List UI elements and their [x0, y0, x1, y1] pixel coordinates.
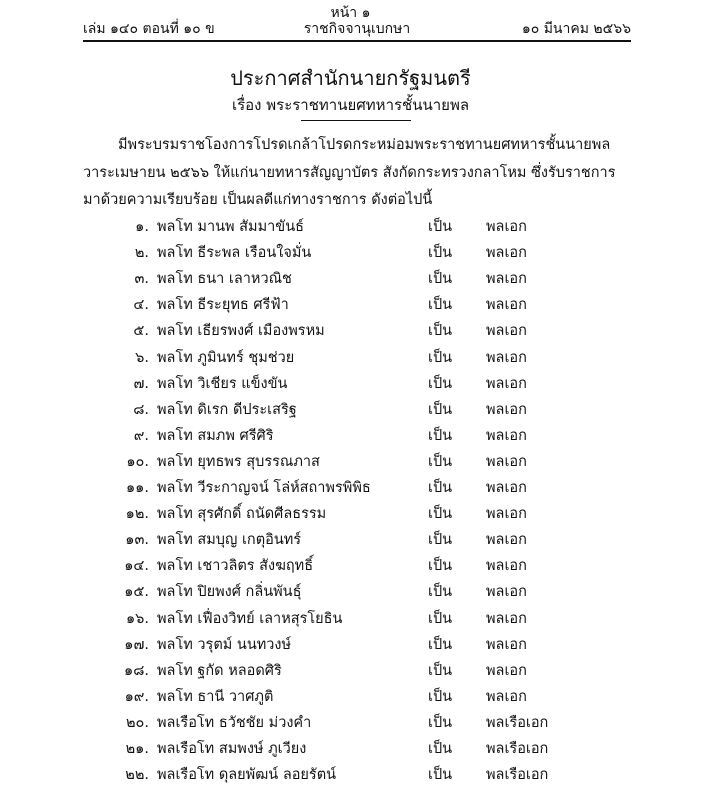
gazette-name: ราชกิจจานุเบกษา — [303, 21, 411, 37]
officer-name: พลเรือโท สมพงษ์ ภูเวียง — [157, 741, 307, 757]
new-rank: พลเอก — [486, 480, 527, 496]
paragraph-line: วาระเมษายน ๒๕๖๖ ให้แก่นายทหารสัญญาบัตร สังกัดกระทรวงกลาโหม ซึ่งรับราชการ — [83, 165, 616, 181]
new-rank: พลเอก — [486, 558, 527, 575]
promotion-row — [0, 528, 701, 554]
officer-name: พลโท สมบุญ เกตุอินทร์ — [157, 532, 302, 549]
officer-name: พลโท ดิเรก ดีประเสริฐ — [157, 401, 297, 418]
row-number: ๑๓. — [125, 532, 149, 549]
connector-text: เป็น — [428, 636, 453, 653]
connector-text: เป็น — [428, 323, 453, 340]
announcement-title: ประกาศสำนักนายกรัฐมนตรี — [230, 66, 471, 90]
promotion-row — [0, 215, 701, 241]
connector-text: เป็น — [428, 584, 453, 601]
connector-text: เป็น — [428, 610, 453, 627]
row-number: ๑. — [135, 219, 149, 235]
officer-name: พลโท เชาวลิตร สังฆฤทธิ์ — [157, 558, 314, 575]
promotion-row — [0, 398, 701, 424]
row-number: ๑๘. — [124, 662, 149, 679]
connector-text: เป็น — [428, 245, 453, 262]
new-rank: พลเอก — [486, 506, 527, 523]
gazette-header — [83, 18, 631, 38]
officer-name: พลโท สมภพ ศรีศิริ — [157, 427, 274, 444]
new-rank: พลเอก — [486, 532, 527, 549]
promotion-row — [0, 502, 701, 528]
row-number: ๔. — [133, 297, 149, 314]
connector-text: เป็น — [428, 688, 453, 705]
officer-name: พลโท วีระกาญจน์ โล่ห์สถาพรพิพิธ — [157, 480, 371, 496]
connector-text: เป็น — [428, 453, 453, 470]
promotion-row — [0, 476, 701, 502]
row-number: ๑๖. — [125, 610, 149, 627]
new-rank: พลเอก — [486, 688, 527, 705]
promotion-row — [0, 424, 701, 450]
connector-text: เป็น — [428, 558, 453, 575]
row-number: ๑๐. — [126, 453, 149, 470]
new-rank: พลเรือเอก — [486, 714, 549, 731]
officer-name: พลโท ปิยพงศ์ กลิ่นพันธุ์ — [157, 584, 302, 601]
new-rank: พลเอก — [486, 375, 527, 392]
row-number: ๑๕. — [124, 584, 149, 601]
paragraph-line: มาด้วยความเรียบร้อย เป็นผลดีแก่ทางราชการ ดังต่อไปนี้ — [83, 192, 433, 208]
row-number: ๒๐. — [125, 714, 149, 731]
new-rank: พลเอก — [486, 219, 527, 235]
paragraph-line: มีพระบรมราชโองการโปรดเกล้าโปรดกระหม่อมพระราชทานยศทหารชั้นนายพล — [118, 137, 611, 153]
officer-name: พลโท ธนา เลาหวณิช — [157, 271, 292, 288]
new-rank: พลเอก — [486, 349, 527, 366]
connector-text: เป็น — [428, 741, 453, 757]
connector-text: เป็น — [428, 427, 453, 444]
new-rank: พลเอก — [486, 271, 527, 288]
promotion-row — [0, 633, 701, 659]
connector-text: เป็น — [428, 271, 453, 288]
officer-name: พลโท มานพ สัมมาขันธ์ — [157, 219, 304, 235]
officer-name: พลโท สุรศักดิ์ ถนัดศีลธรรม — [157, 506, 327, 523]
new-rank: พลเอก — [486, 427, 527, 444]
officer-name: พลโท เฟื่องวิทย์ เลาหสุรโยธิน — [157, 610, 343, 627]
officer-name: พลโท ธีระพล เรือนใจมั่น — [157, 245, 312, 262]
connector-text: เป็น — [428, 297, 453, 314]
officer-name: พลโท วิเชียร แข็งขัน — [157, 375, 288, 392]
promotion-row — [0, 711, 701, 737]
new-rank: พลเรือเอก — [486, 767, 549, 784]
row-number: ๑๑. — [125, 480, 149, 496]
connector-text: เป็น — [428, 219, 453, 235]
connector-text: เป็น — [428, 401, 453, 418]
new-rank: พลเอก — [486, 245, 527, 262]
officer-name: พลเรือโท ธวัชชัย ม่วงคำ — [157, 714, 312, 731]
publication-date: ๑๐ มีนาคม ๒๕๖๖ — [521, 21, 631, 37]
new-rank: พลเอก — [486, 323, 527, 340]
connector-text: เป็น — [428, 506, 453, 523]
connector-text: เป็น — [428, 532, 453, 549]
promotion-row — [0, 450, 701, 476]
announcement-subject: เรื่อง พระราชทานยศทหารชั้นนายพล — [231, 96, 470, 114]
row-number: ๑๒. — [125, 506, 149, 523]
row-number: ๕. — [133, 323, 149, 340]
row-number: ๗. — [133, 375, 149, 392]
header-rule — [83, 40, 631, 42]
officer-name: พลโท ยุทธพร สุบรรณภาส — [157, 453, 320, 470]
new-rank: พลเอก — [486, 584, 527, 601]
promotion-row — [0, 659, 701, 685]
promotion-row — [0, 372, 701, 398]
promotion-row — [0, 319, 701, 345]
new-rank: พลเอก — [486, 401, 527, 418]
row-number: ๙. — [133, 427, 149, 444]
new-rank: พลเรือเอก — [486, 741, 549, 757]
row-number: ๑๙. — [124, 688, 149, 705]
officer-name: พลโท ธานี วาศภูติ — [157, 688, 274, 705]
row-number: ๒. — [134, 245, 149, 262]
row-number: ๖. — [135, 349, 149, 366]
row-number: ๒๒. — [125, 767, 149, 784]
promotion-row — [0, 241, 701, 267]
new-rank: พลเอก — [486, 610, 527, 627]
promotion-row — [0, 267, 701, 293]
volume-issue: เล่ม ๑๔๐ ตอนที่ ๑๐ ข — [83, 21, 215, 37]
connector-text: เป็น — [428, 349, 453, 366]
officer-name: พลโท ธีระยุทธ ศรีฟ้า — [157, 297, 289, 314]
promotion-row — [0, 685, 701, 711]
connector-text: เป็น — [428, 767, 453, 784]
officer-name: พลโท ฐกัด หลอดศิริ — [157, 662, 282, 679]
row-number: ๑๔. — [124, 558, 149, 575]
page-number: หน้า ๑ — [330, 5, 371, 21]
row-number: ๓. — [134, 271, 149, 288]
title-divider — [301, 120, 411, 121]
officer-name: พลโท เธียรพงศ์ เมืองพรหม — [157, 323, 325, 340]
officer-name: พลเรือโท ดุลยพัฒน์ ลอยรัตน์ — [157, 767, 337, 784]
promotion-row — [0, 607, 701, 633]
officer-name: พลโท วรุตม์ นนทวงษ์ — [157, 636, 292, 653]
promotion-row — [0, 346, 701, 372]
connector-text: เป็น — [428, 375, 453, 392]
promotion-row — [0, 763, 701, 789]
connector-text: เป็น — [428, 662, 453, 679]
promotion-row — [0, 737, 701, 763]
row-number: ๑๗. — [124, 636, 149, 653]
row-number: ๒๑. — [125, 741, 149, 757]
promotion-row — [0, 293, 701, 319]
row-number: ๘. — [133, 401, 149, 418]
connector-text: เป็น — [428, 480, 453, 496]
new-rank: พลเอก — [486, 662, 527, 679]
promotion-row — [0, 554, 701, 580]
promotion-row — [0, 580, 701, 606]
new-rank: พลเอก — [486, 297, 527, 314]
new-rank: พลเอก — [486, 636, 527, 653]
new-rank: พลเอก — [486, 453, 527, 470]
officer-name: พลโท ภูมินทร์ ชุมช่วย — [157, 349, 295, 366]
connector-text: เป็น — [428, 714, 453, 731]
